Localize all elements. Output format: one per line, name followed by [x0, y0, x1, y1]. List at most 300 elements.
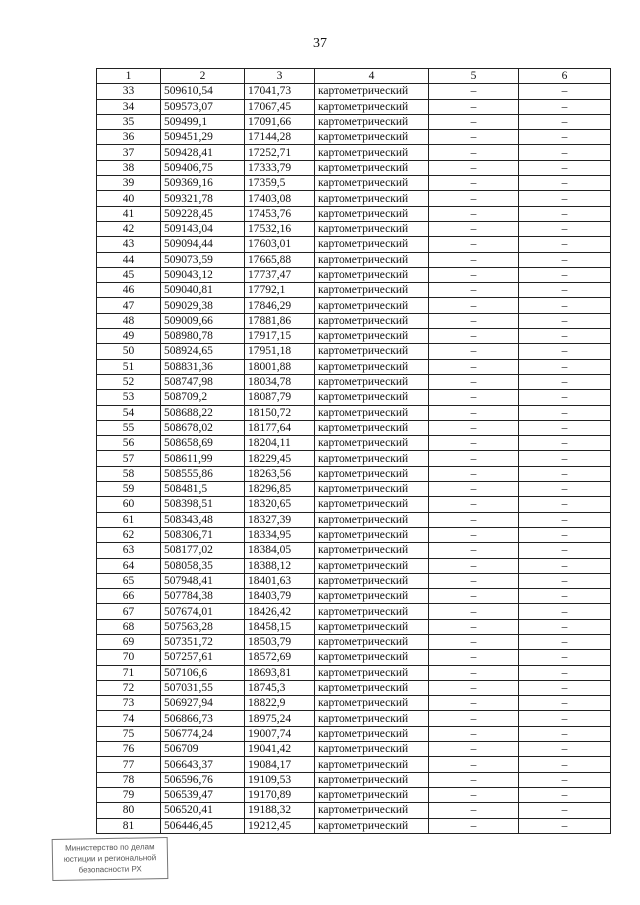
table-cell: 17665,88 [245, 252, 315, 267]
table-cell: – [519, 405, 611, 420]
table-cell: картометрический [315, 252, 429, 267]
table-row [97, 329, 611, 344]
table-cell: – [519, 696, 611, 711]
table-cell: 70 [97, 650, 161, 665]
table-cell: картометрический [315, 436, 429, 451]
table-cell: – [429, 543, 519, 558]
table-cell: – [519, 482, 611, 497]
table-row [97, 711, 611, 726]
table-row [97, 634, 611, 649]
table-cell: – [429, 267, 519, 282]
table-cell: 40 [97, 191, 161, 206]
table-cell: 41 [97, 206, 161, 221]
table-cell: – [519, 176, 611, 191]
column-header: 4 [315, 69, 429, 84]
table-row [97, 742, 611, 757]
table-cell: 66 [97, 589, 161, 604]
table-cell: 508306,71 [161, 527, 245, 542]
table-cell: 507674,01 [161, 604, 245, 619]
table-row [97, 344, 611, 359]
table-cell: 64 [97, 558, 161, 573]
table-cell: – [429, 221, 519, 236]
table-row [97, 726, 611, 741]
table-cell: – [429, 680, 519, 695]
table-cell: – [429, 359, 519, 374]
table-row [97, 283, 611, 298]
table-cell: 34 [97, 99, 161, 114]
column-header: 6 [519, 69, 611, 84]
table-cell: 17737,47 [245, 267, 315, 282]
table-cell: картометрический [315, 99, 429, 114]
table-cell: 18334,95 [245, 527, 315, 542]
table-cell: 17252,71 [245, 145, 315, 160]
table-cell: картометрический [315, 451, 429, 466]
table-cell: картометрический [315, 390, 429, 405]
table-row [97, 619, 611, 634]
table-cell: картометрический [315, 803, 429, 818]
table-cell: 43 [97, 237, 161, 252]
table-row [97, 313, 611, 328]
table-header-row [97, 69, 611, 84]
table-row [97, 84, 611, 99]
table-row [97, 114, 611, 129]
coordinates-table [96, 68, 611, 834]
table-cell: 509043,12 [161, 267, 245, 282]
table-cell: – [519, 543, 611, 558]
table-cell: 18401,63 [245, 573, 315, 588]
table-cell: 17144,28 [245, 130, 315, 145]
table-cell: – [519, 374, 611, 389]
table-cell: картометрический [315, 176, 429, 191]
table-cell: 18693,81 [245, 665, 315, 680]
table-cell: 508398,51 [161, 497, 245, 512]
table-cell: 17333,79 [245, 160, 315, 175]
column-header: 5 [429, 69, 519, 84]
table-cell: – [429, 634, 519, 649]
table-row [97, 176, 611, 191]
ministry-stamp [52, 837, 169, 881]
table-cell: – [519, 390, 611, 405]
table-body [97, 84, 611, 834]
table-cell: 17881,86 [245, 313, 315, 328]
table-cell: 49 [97, 329, 161, 344]
table-cell: – [429, 298, 519, 313]
table-cell: 18822,9 [245, 696, 315, 711]
table-cell: 17403,08 [245, 191, 315, 206]
table-cell: 71 [97, 665, 161, 680]
table-cell: – [429, 206, 519, 221]
table-cell: картометрический [315, 818, 429, 833]
table-cell: – [519, 650, 611, 665]
table-cell: 506643,37 [161, 757, 245, 772]
table-cell: картометрический [315, 604, 429, 619]
table-cell: 58 [97, 466, 161, 481]
table-cell: 53 [97, 390, 161, 405]
table-row [97, 818, 611, 833]
table-cell: 19109,53 [245, 772, 315, 787]
table-cell: картометрический [315, 650, 429, 665]
table-cell: картометрический [315, 283, 429, 298]
table-cell: картометрический [315, 206, 429, 221]
table-cell: – [429, 497, 519, 512]
table-cell: 506596,76 [161, 772, 245, 787]
table-cell: – [519, 573, 611, 588]
table-cell: 65 [97, 573, 161, 588]
table-row [97, 160, 611, 175]
table-cell: 46 [97, 283, 161, 298]
table-cell: 509009,66 [161, 313, 245, 328]
table-cell: – [429, 436, 519, 451]
table-cell: 17359,5 [245, 176, 315, 191]
table-cell: – [519, 803, 611, 818]
table-cell: 52 [97, 374, 161, 389]
table-cell: – [519, 191, 611, 206]
table-row [97, 206, 611, 221]
table-row [97, 803, 611, 818]
table-row [97, 267, 611, 282]
table-cell: 17917,15 [245, 329, 315, 344]
table-cell: картометрический [315, 726, 429, 741]
table-cell: 35 [97, 114, 161, 129]
table-cell: 18034,78 [245, 374, 315, 389]
table-cell: 509573,07 [161, 99, 245, 114]
table-cell: картометрический [315, 130, 429, 145]
table-row [97, 374, 611, 389]
table-cell: – [429, 176, 519, 191]
table-cell: 17091,66 [245, 114, 315, 129]
table-row [97, 451, 611, 466]
table-cell: картометрический [315, 512, 429, 527]
table-cell: картометрический [315, 329, 429, 344]
table-cell: картометрический [315, 191, 429, 206]
table-cell: – [429, 589, 519, 604]
column-header: 2 [161, 69, 245, 84]
table-cell: 42 [97, 221, 161, 236]
table-cell: – [519, 436, 611, 451]
table-cell: – [519, 359, 611, 374]
table-cell: – [519, 237, 611, 252]
table-row [97, 237, 611, 252]
table-cell: 509610,54 [161, 84, 245, 99]
table-cell: – [429, 84, 519, 99]
table-cell: 75 [97, 726, 161, 741]
table-row [97, 787, 611, 802]
table-cell: картометрический [315, 696, 429, 711]
table-cell: 33 [97, 84, 161, 99]
table-cell: – [519, 634, 611, 649]
table-cell: – [519, 466, 611, 481]
table-cell: 63 [97, 543, 161, 558]
table-cell: – [429, 344, 519, 359]
table-cell: – [519, 772, 611, 787]
table-cell: – [429, 512, 519, 527]
table-cell: картометрический [315, 742, 429, 757]
table-cell: 74 [97, 711, 161, 726]
table-cell: 507784,38 [161, 589, 245, 604]
table-cell: – [519, 680, 611, 695]
table-cell: – [429, 374, 519, 389]
table-cell: 19041,42 [245, 742, 315, 757]
table-cell: 56 [97, 436, 161, 451]
table-cell: 18572,69 [245, 650, 315, 665]
table-cell: – [519, 711, 611, 726]
table-cell: картометрический [315, 558, 429, 573]
table-cell: 38 [97, 160, 161, 175]
table-row [97, 130, 611, 145]
table-cell: 60 [97, 497, 161, 512]
table-cell: – [429, 787, 519, 802]
table-row [97, 665, 611, 680]
table-cell: – [429, 742, 519, 757]
table-cell: 509228,45 [161, 206, 245, 221]
table-cell: – [429, 665, 519, 680]
table-cell: 18384,05 [245, 543, 315, 558]
table-cell: картометрический [315, 344, 429, 359]
table-cell: 508924,65 [161, 344, 245, 359]
table-cell: 18263,56 [245, 466, 315, 481]
table-cell: – [519, 298, 611, 313]
table-row [97, 497, 611, 512]
table-cell: 18296,85 [245, 482, 315, 497]
table-cell: 59 [97, 482, 161, 497]
table-cell: – [519, 267, 611, 282]
table-cell: 18327,39 [245, 512, 315, 527]
table-cell: картометрический [315, 221, 429, 236]
table-cell: – [519, 604, 611, 619]
table-cell: – [519, 99, 611, 114]
table-cell: 54 [97, 405, 161, 420]
table-cell: картометрический [315, 313, 429, 328]
table-cell: – [519, 512, 611, 527]
table-cell: – [519, 252, 611, 267]
table-cell: 17041,73 [245, 84, 315, 99]
table-cell: – [429, 482, 519, 497]
table-cell: 18320,65 [245, 497, 315, 512]
table-cell: – [519, 313, 611, 328]
table-cell: 18745,3 [245, 680, 315, 695]
table-cell: картометрический [315, 298, 429, 313]
table-cell: 17603,01 [245, 237, 315, 252]
table-cell: – [519, 818, 611, 833]
stamp-line: безопасности РХ [78, 864, 142, 875]
table-cell: – [519, 160, 611, 175]
table-cell: 507948,41 [161, 573, 245, 588]
table-cell: – [429, 726, 519, 741]
table-cell: 506927,94 [161, 696, 245, 711]
table-cell: – [519, 420, 611, 435]
table-row [97, 390, 611, 405]
table-cell: – [429, 527, 519, 542]
table-cell: картометрический [315, 711, 429, 726]
table-cell: 509143,04 [161, 221, 245, 236]
table-row [97, 221, 611, 236]
table-cell: картометрический [315, 543, 429, 558]
table-cell: 18503,79 [245, 634, 315, 649]
table-cell: 18229,45 [245, 451, 315, 466]
table-cell: 78 [97, 772, 161, 787]
table-row [97, 543, 611, 558]
table-cell: 73 [97, 696, 161, 711]
table-cell: 51 [97, 359, 161, 374]
table-cell: картометрический [315, 84, 429, 99]
table-cell: 506446,45 [161, 818, 245, 833]
table-cell: картометрический [315, 145, 429, 160]
table-cell: 48 [97, 313, 161, 328]
table-cell: 18388,12 [245, 558, 315, 573]
table-cell: – [429, 803, 519, 818]
table-cell: 509321,78 [161, 191, 245, 206]
table-cell: – [519, 665, 611, 680]
table-cell: – [429, 466, 519, 481]
table-row [97, 650, 611, 665]
table-cell: 509406,75 [161, 160, 245, 175]
table-row [97, 512, 611, 527]
table-cell: 508481,5 [161, 482, 245, 497]
table-cell: 508831,36 [161, 359, 245, 374]
table-cell: 76 [97, 742, 161, 757]
table-cell: 69 [97, 634, 161, 649]
table-cell: 508678,02 [161, 420, 245, 435]
table-cell: 37 [97, 145, 161, 160]
table-cell: 19212,45 [245, 818, 315, 833]
table-cell: 77 [97, 757, 161, 772]
table-cell: картометрический [315, 772, 429, 787]
table-cell: 506866,73 [161, 711, 245, 726]
table-cell: 19084,17 [245, 757, 315, 772]
table-cell: картометрический [315, 482, 429, 497]
table-cell: картометрический [315, 267, 429, 282]
table-cell: – [429, 405, 519, 420]
table-cell: картометрический [315, 665, 429, 680]
table-cell: 507257,61 [161, 650, 245, 665]
table-cell: картометрический [315, 634, 429, 649]
table-cell: – [429, 283, 519, 298]
table-row [97, 145, 611, 160]
table-cell: 17951,18 [245, 344, 315, 359]
table-cell: картометрический [315, 497, 429, 512]
table-cell: 19007,74 [245, 726, 315, 741]
table-cell: 62 [97, 527, 161, 542]
table-cell: 509029,38 [161, 298, 245, 313]
page-number: 37 [313, 36, 327, 51]
table-row [97, 604, 611, 619]
table-cell: 39 [97, 176, 161, 191]
table-row [97, 359, 611, 374]
table-cell: картометрический [315, 527, 429, 542]
table-cell: 81 [97, 818, 161, 833]
table-cell: 68 [97, 619, 161, 634]
table-cell: 506539,47 [161, 787, 245, 802]
table-cell: – [429, 329, 519, 344]
table-cell: 18150,72 [245, 405, 315, 420]
table-cell: – [429, 160, 519, 175]
table-cell: 509073,59 [161, 252, 245, 267]
table-cell: – [519, 130, 611, 145]
table-cell: 17846,29 [245, 298, 315, 313]
table-cell: картометрический [315, 420, 429, 435]
table-cell: картометрический [315, 374, 429, 389]
table-cell: – [429, 114, 519, 129]
table-cell: картометрический [315, 359, 429, 374]
table-row [97, 436, 611, 451]
table-cell: 507031,55 [161, 680, 245, 695]
table-cell: – [429, 818, 519, 833]
table-cell: – [519, 742, 611, 757]
table-cell: 18177,64 [245, 420, 315, 435]
table-cell: 55 [97, 420, 161, 435]
table-cell: 44 [97, 252, 161, 267]
table-row [97, 573, 611, 588]
table-cell: – [429, 573, 519, 588]
table-row [97, 191, 611, 206]
table-cell: – [429, 313, 519, 328]
table-cell: картометрический [315, 573, 429, 588]
table-cell: 18204,11 [245, 436, 315, 451]
table-cell: 508343,48 [161, 512, 245, 527]
table-cell: 508747,98 [161, 374, 245, 389]
table-cell: 47 [97, 298, 161, 313]
table-cell: 18403,79 [245, 589, 315, 604]
table-cell: 79 [97, 787, 161, 802]
table-cell: 50 [97, 344, 161, 359]
table-row [97, 482, 611, 497]
column-header: 3 [245, 69, 315, 84]
table-cell: картометрический [315, 757, 429, 772]
table-cell: 18426,42 [245, 604, 315, 619]
table-cell: – [429, 650, 519, 665]
table-cell: 506774,24 [161, 726, 245, 741]
table-cell: 508058,35 [161, 558, 245, 573]
table-row [97, 99, 611, 114]
table-cell: – [519, 84, 611, 99]
table-cell: – [519, 527, 611, 542]
column-header: 1 [97, 69, 161, 84]
table-cell: 508658,69 [161, 436, 245, 451]
table-cell: – [429, 99, 519, 114]
table-cell: 508980,78 [161, 329, 245, 344]
table-cell: 36 [97, 130, 161, 145]
table-cell: 507106,6 [161, 665, 245, 680]
table-cell: 67 [97, 604, 161, 619]
table-cell: 508709,2 [161, 390, 245, 405]
table-cell: – [429, 772, 519, 787]
table-cell: 509094,44 [161, 237, 245, 252]
table-cell: – [519, 787, 611, 802]
stamp-line: Министерство по делам [64, 842, 155, 853]
table-cell: 80 [97, 803, 161, 818]
table-cell: – [429, 252, 519, 267]
table-cell: 61 [97, 512, 161, 527]
table-cell: 507563,28 [161, 619, 245, 634]
table-cell: 19170,89 [245, 787, 315, 802]
table-cell: – [429, 451, 519, 466]
table-cell: – [429, 619, 519, 634]
table-row [97, 252, 611, 267]
table-cell: – [519, 757, 611, 772]
table-cell: картометрический [315, 237, 429, 252]
table-cell: картометрический [315, 160, 429, 175]
table-cell: – [519, 451, 611, 466]
table-row [97, 420, 611, 435]
table-cell: 508688,22 [161, 405, 245, 420]
table-row [97, 772, 611, 787]
stamp-line: юстиции и региональной [63, 853, 157, 864]
table-cell: картометрический [315, 787, 429, 802]
table-cell: 72 [97, 680, 161, 695]
table-cell: – [429, 130, 519, 145]
table-row [97, 680, 611, 695]
table-cell: – [519, 283, 611, 298]
